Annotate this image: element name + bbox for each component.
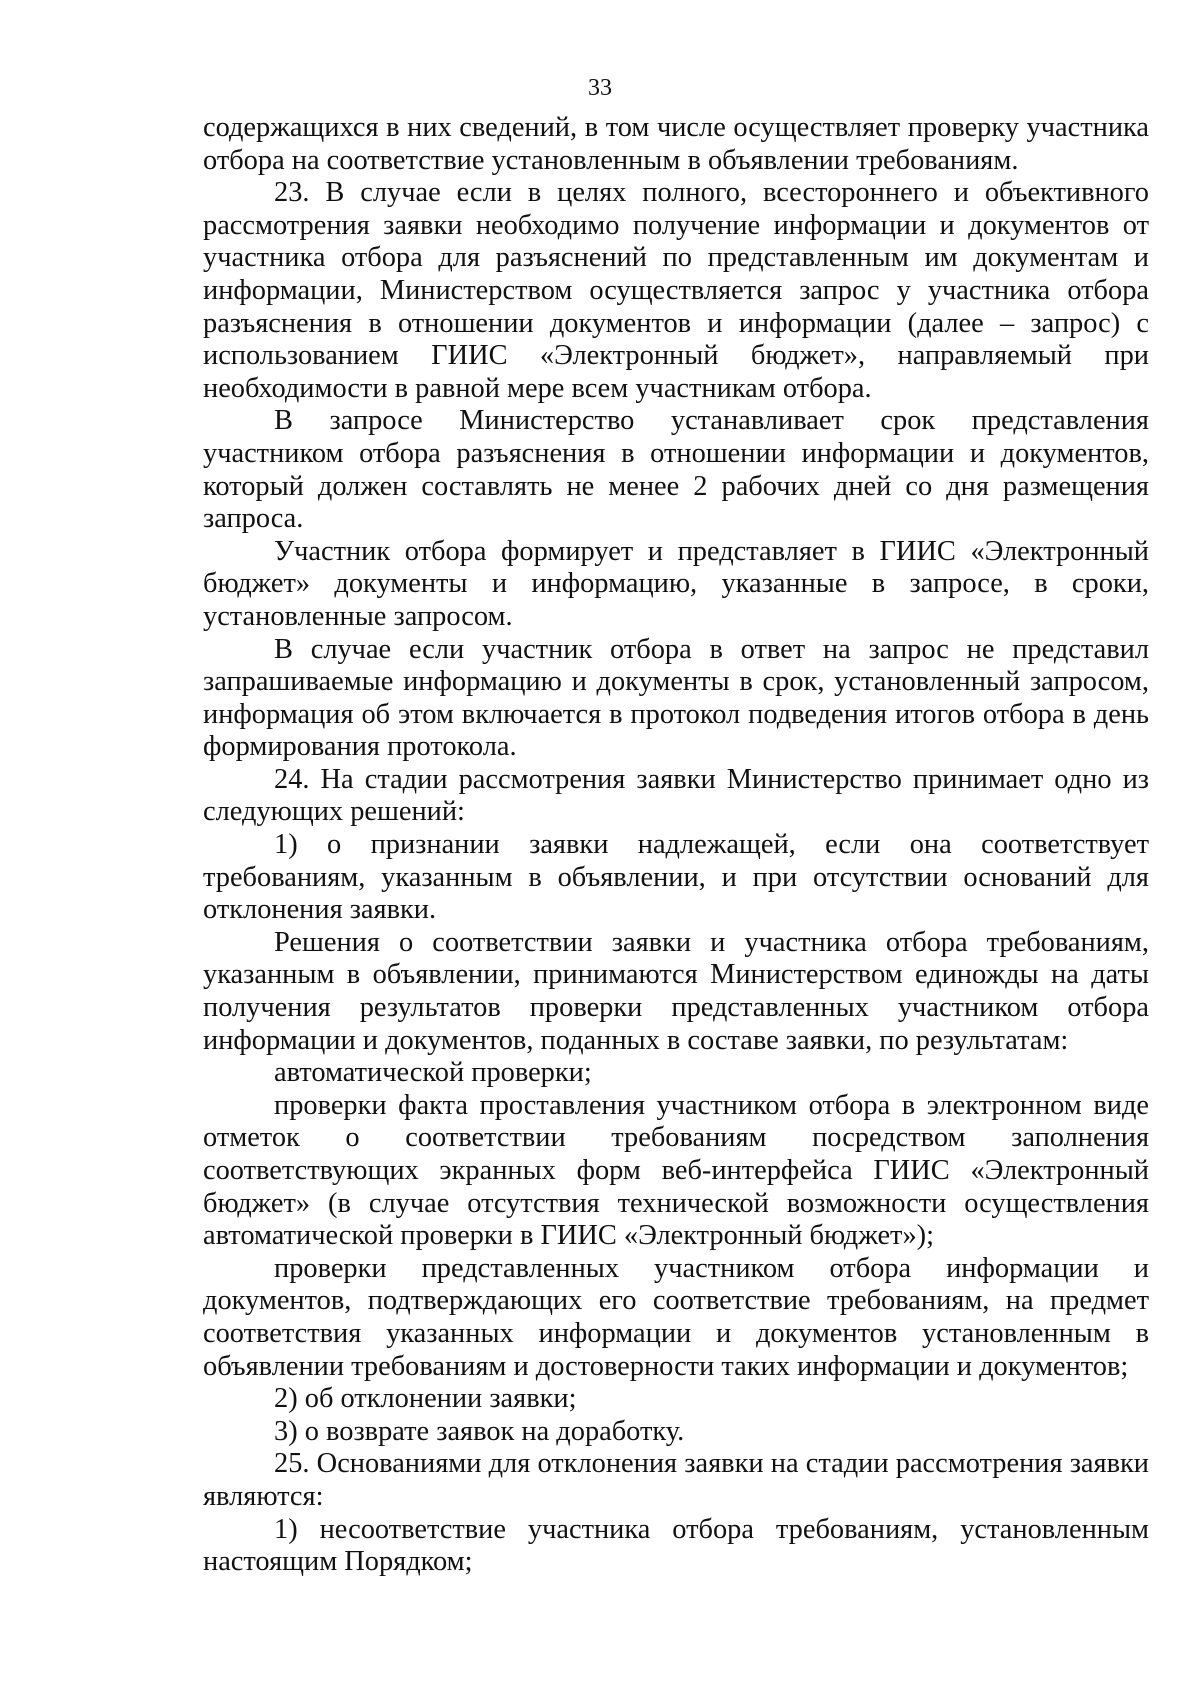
list-item: 1) о признании заявки надлежащей, если она соответствует требованиям, указанным в объявлении, и при отсутствии оснований для отклонения заявки. xyxy=(203,829,1149,926)
paragraph: 23. В случае если в целях полного, всестороннего и объективного рассмотрения заявки необходимо получение информации и документов от участника отбора для разъяснений по представленным им документам и информации, Министерством осуществляется запрос у участника отбора разъяснения в отношении документов и информации (далее – запрос) с использованием ГИИС «Электронный бюджет», направляемый при необходимости в равной мере всем участникам отбора. xyxy=(203,177,1149,404)
list-item: 3) о возврате заявок на доработку. xyxy=(274,1415,685,1447)
paragraph: 24. На стадии рассмотрения заявки Министерство принимает одно из следующих решений: xyxy=(203,763,1149,828)
paragraph: В случае если участник отбора в ответ на запрос не представил запрашиваемые информацию и документы в срок, установленный запросом, информация об этом включается в протокол подведения итогов отбора в день формирования протокола. xyxy=(203,633,1149,763)
page-number: 33 xyxy=(588,75,612,101)
list-item: автоматической проверки; xyxy=(274,1057,592,1089)
paragraph: Участник отбора формирует и представляет в ГИИС «Электронный бюджет» документы и информацию, указанные в запросе, в сроки, установленные запросом. xyxy=(203,535,1149,632)
list-item: проверки факта проставления участником отбора в электронном виде отметок о соответствии требованиям посредством заполнения соответствующих экранных форм веб-интерфейса ГИИС «Электронный бюджет» (в случае отсутствия технической возможности осуществления автоматической проверки в ГИИС «Электронный бюджет»); xyxy=(203,1089,1149,1252)
list-item: проверки представленных участником отбора информации и документов, подтверждающих его соответствие требованиям, на предмет соответствия указанных информации и документов установленным в объявлении требованиям и достоверности таких информации и документов; xyxy=(203,1252,1149,1382)
paragraph: содержащихся в них сведений, в том числе осуществляет проверку участника отбора на соответствие установленным в объявлении требованиям. xyxy=(203,112,1149,176)
paragraph: 25. Основаниями для отклонения заявки на стадии рассмотрения заявки являются: xyxy=(203,1448,1149,1512)
paragraph: В запросе Министерство устанавливает срок представления участником отбора разъяснения в отношении информации и документов, который должен составлять не менее 2 рабочих дней со дня размещения запроса. xyxy=(203,405,1149,535)
paragraph: Решения о соответствии заявки и участника отбора требованиям, указанным в объявлении, принимаются Министерством единожды на даты получения результатов проверки представленных участником отбора информации и документов, поданных в составе заявки, по результатам: xyxy=(203,926,1149,1056)
list-item: 1) несоответствие участника отбора требованиям, установленным настоящим Порядком; xyxy=(203,1513,1149,1578)
document-body xyxy=(203,112,1149,1579)
list-item: 2) об отклонении заявки; xyxy=(274,1383,577,1415)
